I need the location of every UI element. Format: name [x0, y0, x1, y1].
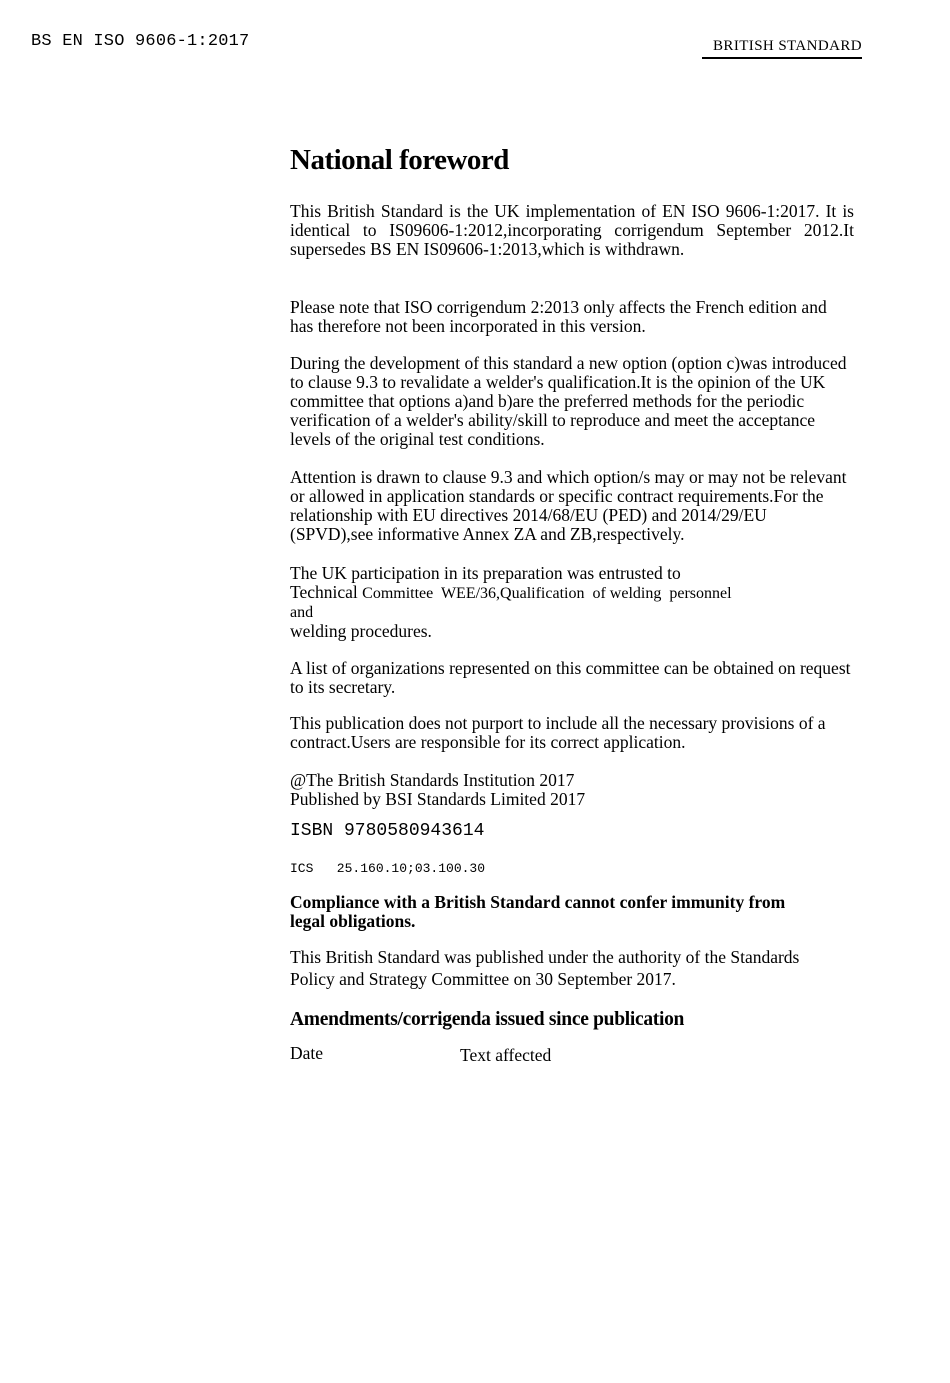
provisions-paragraph: This publication does not purport to include all the necessary provisions of a contract.Users are responsible for its correct application.: [290, 713, 826, 752]
organizations-paragraph: A list of organizations represented on this committee can be obtained on request to its secretary.: [290, 658, 851, 697]
isbn: ISBN 9780580943614: [290, 821, 485, 841]
participation-line-2: [290, 583, 854, 603]
development-paragraph: During the development of this standard a new option (option c)was introduced to clause 9.3 to revalidate a welder's qualification.It is the opinion of the UK committee that options a)and b)are the preferred methods for the periodic verification of a welder's ability/skill to reproduce and meet the acceptance levels of the original test conditions.: [290, 353, 847, 449]
participation-line-3: and: [290, 604, 314, 621]
document-id: BS EN ISO 9606-1:2017: [31, 32, 250, 51]
standard-badge: BRITISH STANDARD: [702, 38, 862, 59]
copyright-block: [290, 771, 854, 809]
authority-paragraph: This British Standard was published under the authority of the Standards Policy and Strategy Committee on 30 September 2017.: [290, 947, 800, 989]
participation-paragraph: [290, 564, 854, 641]
attention-paragraph: Attention is drawn to clause 9.3 and which option/s may or may not be relevant or allowed in application standards or specific contract requirements.For the relationship with EU directives 2014/68/EU (PED) and 2014/29/EU (SPVD),see informative Annex ZA and ZB,respectively.: [290, 467, 847, 544]
published-by-line: Published by BSI Standards Limited 2017: [290, 789, 586, 809]
compliance-heading: Compliance with a British Standard cannot confer immunity from legal obligations.: [290, 892, 786, 931]
participation-line-1: The UK participation in its preparation was entrusted to: [290, 563, 681, 583]
participation-committee: Committee WEE/36,Qualification of welding personnel: [362, 585, 732, 602]
corrigendum-paragraph: Please note that ISO corrigendum 2:2013 only affects the French edition and has therefore not been incorporated in this version.: [290, 297, 827, 336]
implementation-paragraph: This British Standard is the UK implementation of EN ISO 9606-1:2017. It is identical to IS09606-1:2012,incorporating corrigendum September 2012.It supersedes BS EN IS09606-1:2013,which is withdrawn.: [290, 201, 854, 259]
participation-line-4: welding procedures.: [290, 621, 432, 641]
amendments-heading: Amendments/corrigenda issued since publication: [290, 1009, 685, 1030]
participation-technical: Technical: [290, 582, 358, 602]
amendments-text-column: Text affected: [460, 1045, 552, 1065]
copyright-line: @The British Standards Institution 2017: [290, 770, 575, 790]
page-title: National foreword: [290, 144, 509, 176]
ics-codes: ICS 25.160.10;03.100.30: [290, 861, 486, 876]
amendments-date-column: Date: [290, 1043, 324, 1063]
